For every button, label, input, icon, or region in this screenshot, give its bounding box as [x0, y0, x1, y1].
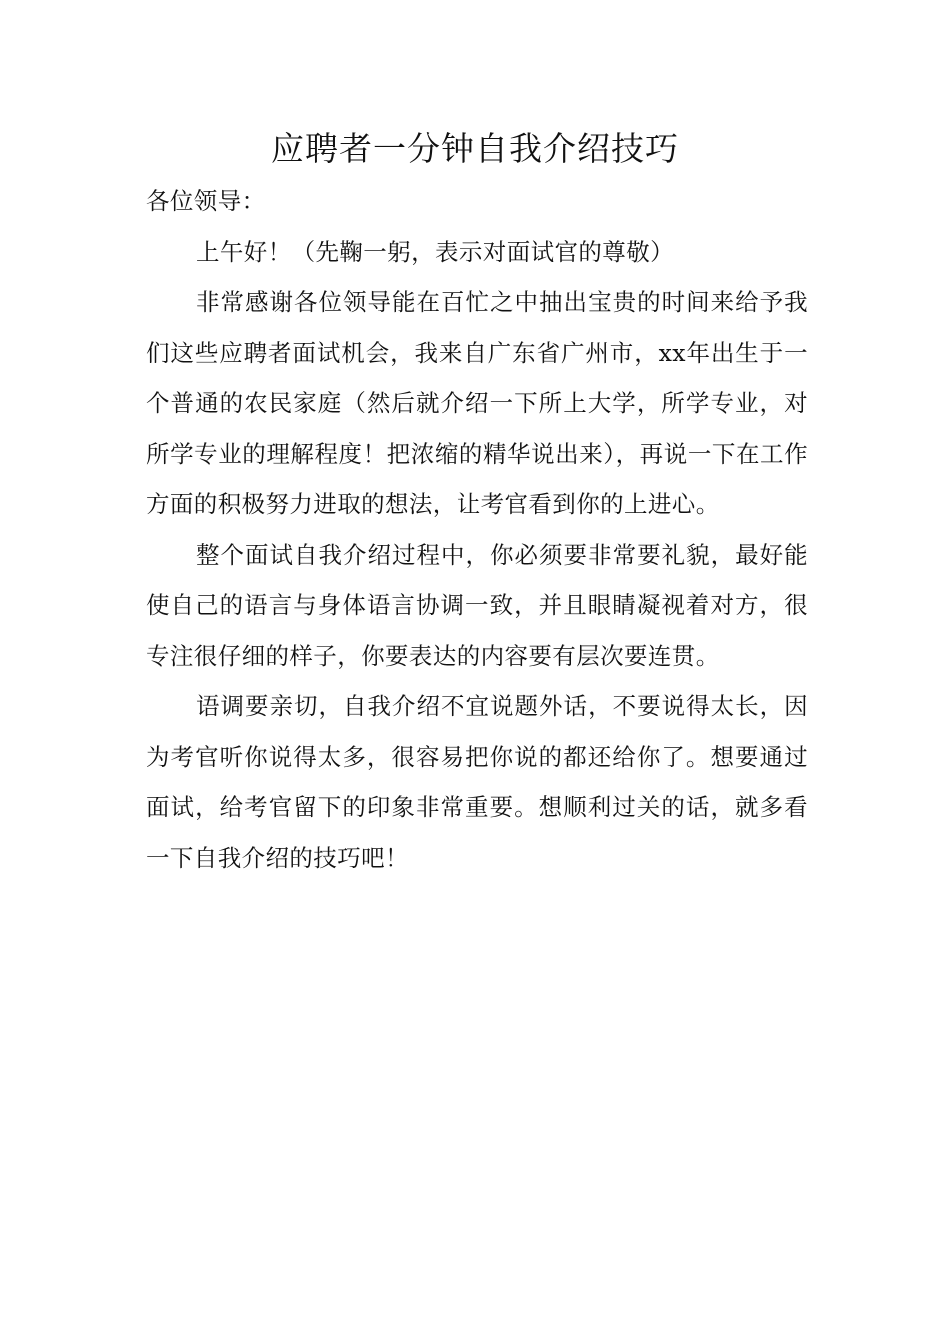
paragraph-manners: 整个面试自我介绍过程中，你必须要非常要礼貌，最好能使自己的语言与身体语言协调一致，并且眼睛凝视着对方，很专注很仔细的样子，你要表达的内容要有层次要连贯。 [146, 540, 808, 670]
paragraph-greeting: 上午好！（先鞠一躬，表示对面试官的尊敬） [196, 237, 674, 266]
paragraph-tone: 语调要亲切，自我介绍不宜说题外话，不要说得太长，因为考官听你说得太多，很容易把你说的都还给你了。想要通过面试，给考官留下的印象非常重要。想顺利过关的话，就多看一下自我介绍的技巧吧！ [146, 692, 808, 872]
paragraph-introduction: 非常感谢各位领导能在百忙之中抽出宝贵的时间来给予我们这些应聘者面试机会，我来自广东省广州市，xx年出生于一个普通的农民家庭（然后就介绍一下所上大学，所学专业，对所学专业的理解程度！把浓缩的精华说出来），再说一下在工作方面的积极努力进取的想法，让考官看到你的上进心。 [146, 288, 808, 518]
salutation: 各位领导： [146, 187, 266, 215]
document-title: 应聘者一分钟自我介绍技巧 [271, 129, 679, 168]
document-body [146, 176, 808, 883]
